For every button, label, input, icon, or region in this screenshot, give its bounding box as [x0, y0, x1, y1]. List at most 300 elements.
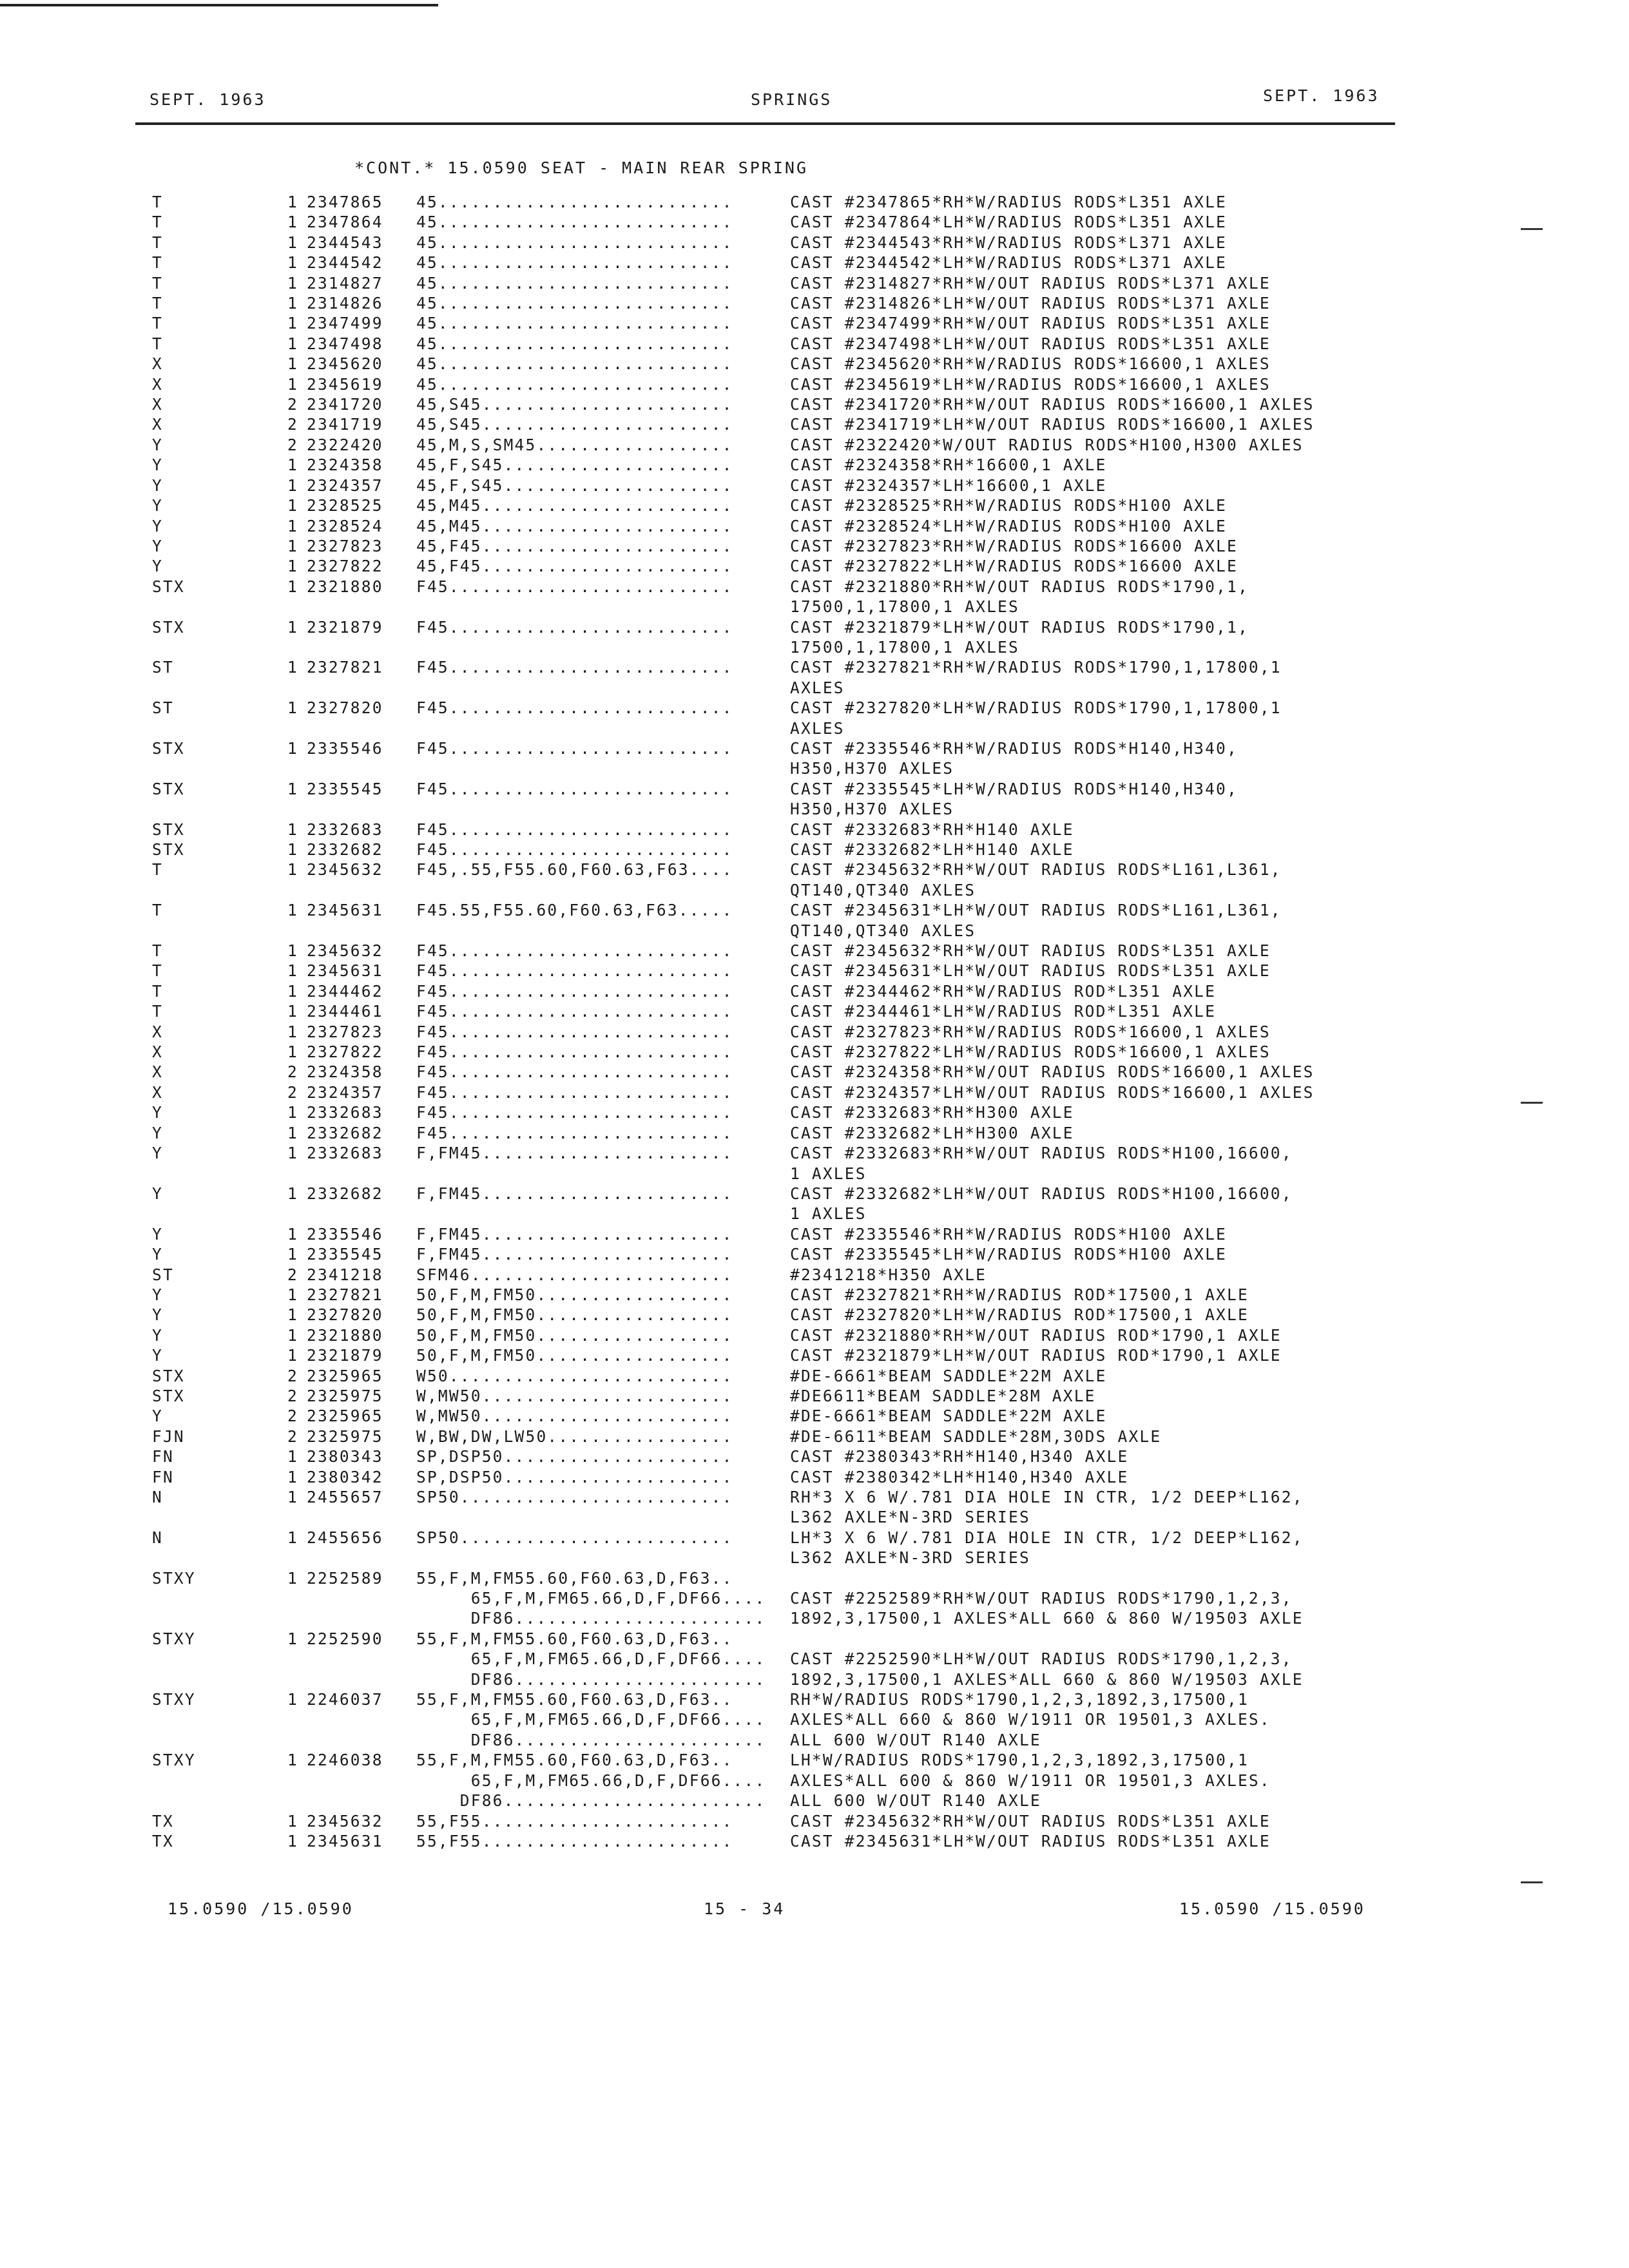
row-code: Y	[152, 536, 163, 555]
row-code: X	[152, 374, 163, 394]
row-part-number	[307, 1771, 416, 1791]
table-row	[152, 1143, 1396, 1163]
row-part-number	[307, 1548, 416, 1568]
row-model: 65,F,M,FM65.66,D,F,DF66....	[416, 1649, 766, 1669]
row-model: 45...........................	[416, 193, 733, 211]
row-model: 45...........................	[416, 334, 733, 353]
row-description: 17500,1,17800,1 AXLES	[790, 597, 1019, 617]
row-part-number	[307, 1649, 416, 1669]
row-code: X	[152, 1043, 163, 1062]
table-row	[152, 1244, 1396, 1264]
row-code	[152, 1709, 287, 1729]
margin-tick	[1521, 1881, 1543, 1883]
row-description: CAST #2344462*RH*W/RADIUS ROD*L351 AXLE	[790, 981, 1217, 1001]
row-code: T	[152, 273, 163, 293]
row-model: 55,F55.......................	[416, 1831, 733, 1850]
row-part-number	[307, 1204, 416, 1224]
row-description: CAST #2327823*RH*W/RADIUS RODS*16600,1 AXLES	[790, 1022, 1271, 1041]
row-qty: 1	[287, 233, 298, 252]
row-qty: 1	[287, 577, 298, 596]
row-model: F45..........................	[416, 1043, 733, 1062]
row-description: CAST #2324357*LH*W/OUT RADIUS RODS*16600,1 AXLES	[790, 1082, 1315, 1102]
header-left-date: SEPT. 1963	[149, 90, 266, 109]
row-description: CAST #2345619*LH*W/RADIUS RODS*16600,1 AXLES	[790, 374, 1271, 394]
row-part-number: 2347498	[307, 334, 383, 353]
row-description: CAST #2332682*LH*H300 AXLE	[790, 1123, 1074, 1142]
table-row	[152, 1102, 1396, 1122]
row-part-number: 2325965	[307, 1366, 383, 1385]
row-model	[416, 1548, 790, 1568]
row-model	[416, 678, 790, 698]
table-row	[152, 1771, 1396, 1791]
row-model: 45...........................	[416, 213, 733, 232]
row-qty: 1	[287, 1811, 298, 1831]
row-part-number: 2328525	[307, 496, 383, 515]
table-row	[152, 1123, 1396, 1143]
row-description: 1892,3,17500,1 AXLES*ALL 660 & 860 W/19503 AXLE	[790, 1669, 1304, 1689]
table-row	[152, 577, 1396, 597]
row-model: W50..........................	[416, 1366, 733, 1385]
table-row	[152, 1082, 1396, 1102]
row-part-number: 2335546	[307, 738, 383, 758]
row-qty	[287, 1730, 307, 1750]
row-description: CAST #2324358*RH*W/OUT RADIUS RODS*16600,1 AXLES	[790, 1062, 1315, 1082]
table-row	[152, 1285, 1396, 1305]
table-row	[152, 1042, 1396, 1062]
row-qty: 2	[287, 1366, 298, 1385]
row-qty: 1	[287, 1528, 298, 1547]
table-row	[152, 1507, 1396, 1527]
table-row	[152, 1406, 1396, 1426]
row-part-number: 2327820	[307, 698, 383, 718]
row-code	[152, 718, 287, 738]
row-part-number: 2328524	[307, 516, 383, 535]
row-model: 50,F,M,FM50..................	[416, 1346, 733, 1365]
row-part-number: 2380342	[307, 1467, 383, 1486]
row-description: CAST #2345631*LH*W/OUT RADIUS RODS*L351 AXLE	[790, 961, 1271, 981]
row-code: STXY	[152, 1690, 196, 1709]
row-model: 55,F55.......................	[416, 1811, 733, 1831]
table-row	[152, 961, 1396, 981]
row-description: QT140,QT340 AXLES	[790, 921, 976, 940]
row-model: 65,F,M,FM65.66,D,F,DF66....	[416, 1589, 766, 1608]
row-description: #DE-6661*BEAM SADDLE*22M AXLE	[790, 1407, 1107, 1426]
row-model: W,MW50.......................	[416, 1386, 733, 1405]
top-edge-rule	[0, 4, 438, 6]
row-model: F,FM45.......................	[416, 1224, 733, 1244]
table-row	[152, 233, 1396, 253]
row-model: DF86.......................	[416, 1730, 766, 1749]
row-code	[152, 637, 287, 657]
row-model: 65,F,M,FM65.66,D,F,DF66....	[416, 1710, 766, 1729]
row-qty: 1	[287, 1447, 298, 1466]
row-code: STX	[152, 577, 185, 596]
row-description: ALL 600 W/OUT R140 AXLE	[790, 1730, 1041, 1749]
table-row	[152, 1588, 1396, 1608]
row-qty: 2	[287, 395, 298, 414]
row-model: W,MW50.......................	[416, 1407, 733, 1426]
row-qty	[287, 637, 307, 657]
row-description: CAST #2347864*LH*W/RADIUS RODS*L351 AXLE	[790, 213, 1228, 232]
row-qty: 1	[287, 1568, 298, 1588]
row-code: T	[152, 213, 163, 232]
row-code	[152, 1771, 287, 1791]
row-code: T	[152, 961, 163, 981]
row-qty	[287, 758, 307, 778]
row-qty: 1	[287, 1103, 298, 1122]
row-description: RH*3 X 6 W/.781 DIA HOLE IN CTR, 1/2 DEEP*L162,	[790, 1488, 1304, 1506]
row-model: F45..........................	[416, 1123, 733, 1142]
row-part-number: 2341719	[307, 415, 383, 434]
table-row	[152, 597, 1396, 617]
row-model: 55,F,M,FM55.60,F60.63,D,F63..	[416, 1690, 733, 1709]
table-row	[152, 637, 1396, 657]
row-qty: 1	[287, 516, 298, 535]
row-code	[152, 1608, 287, 1628]
row-part-number: 2341218	[307, 1265, 383, 1284]
row-part-number: 2345631	[307, 1831, 383, 1850]
row-qty: 1	[287, 1144, 298, 1163]
row-part-number: 2455657	[307, 1488, 383, 1506]
table-row	[152, 1548, 1396, 1568]
row-model: 45...........................	[416, 294, 733, 313]
row-model	[416, 718, 790, 738]
table-row	[152, 1669, 1396, 1689]
row-model: 50,F,M,FM50..................	[416, 1325, 733, 1345]
row-code: T	[152, 193, 163, 211]
table-row	[152, 1730, 1396, 1750]
row-part-number: 2345631	[307, 961, 383, 981]
row-qty: 1	[287, 1002, 298, 1021]
row-qty: 1	[287, 294, 298, 313]
row-part-number: 2345631	[307, 901, 383, 920]
table-row	[152, 516, 1396, 536]
row-qty: 1	[287, 779, 298, 798]
row-qty: 1	[287, 1629, 298, 1648]
row-model: F,FM45.......................	[416, 1184, 733, 1203]
row-description: CAST #2327823*RH*W/RADIUS RODS*16600 AXLE	[790, 536, 1238, 555]
row-part-number	[307, 1709, 416, 1729]
row-code: Y	[152, 1144, 163, 1163]
row-qty: 1	[287, 1245, 298, 1264]
row-qty: 1	[287, 273, 298, 293]
row-part-number: 2314827	[307, 273, 383, 293]
table-row	[152, 1649, 1396, 1669]
row-code	[152, 799, 287, 819]
row-qty	[287, 1669, 307, 1689]
table-row	[152, 900, 1396, 920]
table-row	[152, 758, 1396, 778]
table-row	[152, 779, 1396, 799]
row-description: AXLES*ALL 660 & 860 W/1911 OR 19501,3 AXLES.	[790, 1710, 1271, 1729]
row-part-number: 2332683	[307, 1103, 383, 1122]
row-model: F45..........................	[416, 1002, 733, 1021]
row-part-number: 2252590	[307, 1629, 383, 1648]
table-row	[152, 657, 1396, 677]
row-description: CAST #2332683*RH*H140 AXLE	[790, 820, 1074, 839]
row-code: X	[152, 1082, 163, 1102]
row-code	[152, 880, 287, 900]
row-part-number	[307, 1588, 416, 1608]
row-qty: 1	[287, 840, 298, 859]
row-qty: 1	[287, 961, 298, 981]
row-description: AXLES*ALL 600 & 860 W/1911 OR 19501,3 AXLES.	[790, 1771, 1271, 1790]
row-code: TX	[152, 1811, 174, 1831]
row-model: 50,F,M,FM50..................	[416, 1305, 733, 1325]
row-qty: 1	[287, 1690, 298, 1709]
row-part-number: 2322420	[307, 435, 383, 454]
row-code	[152, 597, 287, 617]
table-row	[152, 1062, 1396, 1082]
row-description: #DE-6611*BEAM SADDLE*28M,30DS AXLE	[790, 1427, 1162, 1446]
row-qty: 1	[287, 901, 298, 920]
row-model	[416, 597, 790, 617]
row-description: CAST #2332682*LH*W/OUT RADIUS RODS*H100,16600,	[790, 1184, 1293, 1203]
row-model: 45...........................	[416, 273, 733, 293]
row-qty: 1	[287, 557, 298, 576]
row-qty: 1	[287, 1043, 298, 1062]
table-row	[152, 799, 1396, 819]
row-model	[416, 637, 790, 657]
row-model: F45..........................	[416, 779, 733, 798]
table-row	[152, 273, 1396, 293]
row-part-number: 2345632	[307, 1811, 383, 1831]
row-description: CAST #2335545*LH*W/RADIUS RODS*H140,H340,	[790, 779, 1238, 798]
row-part-number: 2325965	[307, 1407, 383, 1426]
row-description: LH*3 X 6 W/.781 DIA HOLE IN CTR, 1/2 DEEP*L162,	[790, 1528, 1304, 1547]
row-model: DF86.......................	[416, 1669, 766, 1689]
row-model: 45,F,S45.....................	[416, 476, 733, 495]
row-model	[416, 758, 790, 778]
row-model: SP50.........................	[416, 1528, 733, 1547]
row-code	[152, 1164, 287, 1184]
table-row	[152, 536, 1396, 556]
row-part-number	[307, 1507, 416, 1527]
row-qty: 2	[287, 1427, 298, 1446]
row-model: 55,F,M,FM55.60,F60.63,D,F63..	[416, 1629, 733, 1648]
row-qty: 2	[287, 1386, 298, 1405]
row-qty	[287, 880, 307, 900]
row-part-number	[307, 758, 416, 778]
table-row	[152, 1568, 1396, 1588]
row-qty: 1	[287, 658, 298, 677]
row-description: CAST #2327820*LH*W/RADIUS ROD*17500,1 AXLE	[790, 1305, 1249, 1325]
row-code: T	[152, 981, 163, 1001]
row-code	[152, 1507, 287, 1527]
table-row	[152, 334, 1396, 354]
row-model: F45..........................	[416, 840, 733, 859]
row-qty: 1	[287, 1488, 298, 1506]
row-description: CAST #2327820*LH*W/RADIUS RODS*1790,1,17800,1	[790, 698, 1282, 718]
row-part-number: 2344543	[307, 233, 383, 252]
row-qty: 2	[287, 435, 298, 454]
row-part-number: 2324358	[307, 456, 383, 475]
row-part-number: 2347499	[307, 314, 383, 333]
table-row	[152, 253, 1396, 273]
row-description: CAST #2347865*RH*W/RADIUS RODS*L351 AXLE	[790, 193, 1228, 211]
table-row	[152, 1325, 1396, 1345]
row-description: CAST #2345632*RH*W/OUT RADIUS RODS*L351 AXLE	[790, 941, 1271, 961]
row-code: Y	[152, 1245, 163, 1264]
row-model: SFM46........................	[416, 1265, 733, 1284]
row-description: CAST #2252589*RH*W/OUT RADIUS RODS*1790,1,2,3,	[790, 1589, 1293, 1608]
row-part-number: 2345620	[307, 354, 383, 374]
footer-page-number: 15 - 34	[704, 1899, 786, 1918]
row-qty: 1	[287, 314, 298, 333]
row-code: N	[152, 1488, 163, 1506]
row-model: F45..........................	[416, 698, 733, 718]
row-code: X	[152, 415, 163, 434]
table-row	[152, 192, 1396, 212]
row-code	[152, 921, 287, 941]
row-code: STX	[152, 779, 185, 798]
table-row	[152, 455, 1396, 475]
row-code: ST	[152, 698, 174, 718]
row-description: L362 AXLE*N-3RD SERIES	[790, 1548, 1030, 1568]
table-row	[152, 1487, 1396, 1507]
margin-tick	[1521, 228, 1543, 230]
row-description: ALL 600 W/OUT R140 AXLE	[790, 1791, 1041, 1811]
row-code: Y	[152, 1346, 163, 1365]
table-row	[152, 212, 1396, 232]
row-model: 55,F,M,FM55.60,F60.63,D,F63..	[416, 1568, 733, 1588]
table-row	[152, 414, 1396, 434]
row-part-number	[307, 597, 416, 617]
row-code: N	[152, 1528, 163, 1547]
row-qty: 1	[287, 374, 298, 394]
row-description: CAST #2321879*LH*W/OUT RADIUS ROD*1790,1 AXLE	[790, 1346, 1282, 1365]
row-code: Y	[152, 476, 163, 495]
table-row	[152, 921, 1396, 941]
row-model: F45..........................	[416, 941, 733, 961]
row-qty: 1	[287, 334, 298, 353]
table-row	[152, 1528, 1396, 1548]
row-description: CAST #2314827*RH*W/OUT RADIUS RODS*L371 AXLE	[790, 273, 1271, 293]
row-qty: 1	[287, 820, 298, 839]
row-model: 45...........................	[416, 354, 733, 374]
row-qty	[287, 799, 307, 819]
row-part-number: 2327821	[307, 658, 383, 677]
row-qty: 2	[287, 1062, 298, 1082]
row-model: F45..........................	[416, 658, 733, 677]
table-row	[152, 1427, 1396, 1446]
row-description: CAST #2341719*LH*W/OUT RADIUS RODS*16600,1 AXLES	[790, 415, 1315, 434]
table-row	[152, 678, 1396, 698]
table-row	[152, 1345, 1396, 1365]
row-qty: 1	[287, 1305, 298, 1325]
row-description: CAST #2327821*RH*W/RADIUS RODS*1790,1,17800,1	[790, 658, 1282, 677]
table-row	[152, 1709, 1396, 1729]
row-part-number	[307, 678, 416, 698]
row-qty: 1	[287, 1123, 298, 1142]
row-model: 45,M45.......................	[416, 516, 733, 535]
row-qty	[287, 1791, 307, 1811]
row-code: FN	[152, 1447, 174, 1466]
row-qty: 1	[287, 496, 298, 515]
row-model: F45.55,F55.60,F60.63,F63.....	[416, 901, 733, 920]
parts-table	[152, 192, 1396, 1851]
row-description: CAST #2347498*LH*W/OUT RADIUS RODS*L351 AXLE	[790, 334, 1271, 353]
row-part-number: 2344462	[307, 981, 383, 1001]
row-code	[152, 1204, 287, 1224]
row-model: F45,.55,F55.60,F60.63,F63....	[416, 860, 733, 879]
row-description: CAST #2335546*RH*W/RADIUS RODS*H100 AXLE	[790, 1224, 1228, 1244]
row-model: DF86........................	[416, 1791, 766, 1811]
row-description: CAST #2344543*RH*W/RADIUS RODS*L371 AXLE	[790, 233, 1228, 252]
row-qty: 1	[287, 941, 298, 961]
section-title: *CONT.* 15.0590 SEAT - MAIN REAR SPRING	[354, 159, 808, 177]
row-description: CAST #2327822*LH*W/RADIUS RODS*16600,1 AXLES	[790, 1043, 1271, 1062]
row-description: CAST #2321879*LH*W/OUT RADIUS RODS*1790,1,	[790, 617, 1249, 637]
row-part-number: 2324357	[307, 1082, 383, 1102]
row-description: LH*W/RADIUS RODS*1790,1,2,3,1892,3,17500,1	[790, 1751, 1249, 1770]
row-part-number	[307, 1164, 416, 1184]
row-code: T	[152, 941, 163, 961]
row-code: X	[152, 395, 163, 414]
row-qty	[287, 921, 307, 941]
row-code: FJN	[152, 1427, 185, 1446]
row-qty: 2	[287, 1265, 298, 1284]
row-description: H350,H370 AXLES	[790, 800, 954, 819]
row-model: 45,F45.......................	[416, 557, 733, 576]
row-description: CAST #2345631*LH*W/OUT RADIUS RODS*L351 AXLE	[790, 1831, 1271, 1850]
row-part-number: 2332682	[307, 1184, 383, 1203]
row-part-number: 2321880	[307, 577, 383, 596]
row-qty: 1	[287, 1346, 298, 1365]
row-qty	[287, 1204, 307, 1224]
row-model: 65,F,M,FM65.66,D,F,DF66....	[416, 1771, 766, 1790]
table-row	[152, 840, 1396, 860]
row-qty: 1	[287, 617, 298, 637]
row-model: 50,F,M,FM50..................	[416, 1285, 733, 1304]
table-row	[152, 1467, 1396, 1487]
row-part-number: 2321879	[307, 617, 383, 637]
table-row	[152, 495, 1396, 515]
table-row	[152, 1366, 1396, 1386]
row-code: Y	[152, 1123, 163, 1142]
row-model: F45..........................	[416, 1062, 733, 1082]
row-qty	[287, 1709, 307, 1729]
row-code: Y	[152, 1305, 163, 1325]
row-description: CAST #2335546*RH*W/RADIUS RODS*H140,H340,	[790, 738, 1238, 758]
row-description: L362 AXLE*N-3RD SERIES	[790, 1508, 1030, 1527]
table-row	[152, 556, 1396, 576]
row-model	[416, 921, 790, 941]
row-qty: 1	[287, 193, 298, 211]
row-model: 45,F45.......................	[416, 536, 733, 555]
row-qty	[287, 1649, 307, 1669]
row-model: 45,M45.......................	[416, 496, 733, 515]
row-part-number	[307, 718, 416, 738]
row-part-number	[307, 1608, 416, 1628]
row-code: Y	[152, 435, 163, 454]
row-qty	[287, 678, 307, 698]
row-model: F45..........................	[416, 1082, 733, 1102]
row-code: STXY	[152, 1751, 196, 1770]
row-code: STX	[152, 820, 185, 839]
row-part-number: 2252589	[307, 1568, 383, 1588]
row-model: F45..........................	[416, 577, 733, 596]
row-qty: 1	[287, 860, 298, 879]
table-row	[152, 1265, 1396, 1285]
row-code: T	[152, 1002, 163, 1021]
row-qty	[287, 597, 307, 617]
row-description: #2341218*H350 AXLE	[790, 1265, 987, 1284]
row-description: 1 AXLES	[790, 1164, 867, 1183]
row-qty: 1	[287, 698, 298, 718]
row-model: 45...........................	[416, 233, 733, 252]
row-model: F45..........................	[416, 1022, 733, 1041]
